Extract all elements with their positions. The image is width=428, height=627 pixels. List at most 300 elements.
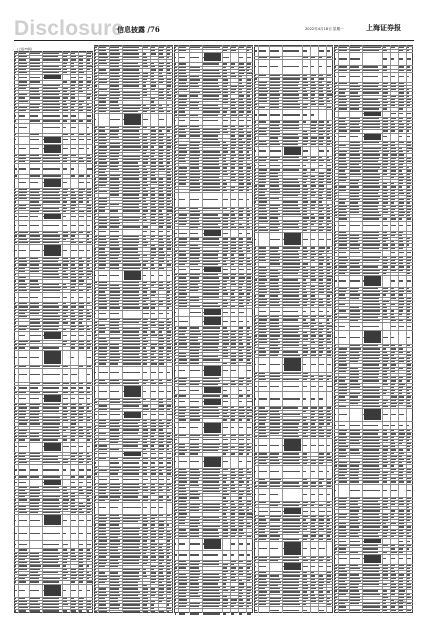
cell-text [311, 560, 314, 561]
cell-text [231, 439, 235, 440]
cell-text [255, 289, 256, 290]
cell-text [399, 76, 404, 77]
cell-text [43, 225, 58, 226]
cell-text [151, 473, 155, 474]
cell-text [167, 178, 170, 179]
cell-text [223, 174, 228, 175]
cell-text [71, 261, 75, 262]
cell-text [143, 207, 147, 208]
cell-text [283, 279, 298, 280]
cell-text [319, 144, 322, 145]
cell-text [175, 590, 176, 591]
cell-text [311, 601, 316, 602]
cell-text [123, 331, 139, 332]
cell-text [223, 187, 226, 188]
cell-text [43, 430, 59, 431]
cell-text [151, 380, 154, 381]
cell-text [270, 332, 280, 333]
cell-text [123, 582, 138, 583]
cell-text [179, 577, 187, 578]
cell-text [123, 500, 140, 501]
cell-text [110, 429, 118, 430]
cell-text [151, 354, 154, 355]
cell-text-block [204, 317, 221, 325]
cell-text [15, 544, 16, 545]
cell-text-block [204, 539, 221, 549]
cell-text [99, 515, 106, 516]
cell-text [203, 242, 220, 243]
cell-text [303, 523, 307, 524]
cell-text [190, 83, 198, 84]
cell-text-block [44, 351, 61, 364]
cell-text [203, 227, 220, 228]
cell-text [383, 167, 387, 168]
cell-text [19, 562, 26, 563]
cell-text [203, 139, 218, 140]
cell-text [43, 601, 58, 602]
cell-text [19, 404, 26, 405]
cell-text [327, 582, 330, 583]
cell-text [63, 235, 67, 236]
cell-text [311, 121, 316, 122]
cell-text [151, 105, 155, 106]
cell-text [311, 342, 315, 343]
cell-text [95, 467, 97, 468]
cell-text [63, 198, 66, 199]
cell-text [259, 257, 265, 258]
cell-text [95, 537, 97, 538]
cell-text [270, 66, 278, 67]
cell-text [231, 218, 236, 219]
cell-text [239, 245, 243, 246]
cell-text [143, 313, 148, 314]
cell-text [283, 591, 299, 592]
cell-text [239, 343, 243, 344]
cell-text [110, 53, 120, 54]
cell-text [203, 337, 218, 338]
cell-text [43, 366, 59, 367]
cell-text [87, 53, 91, 54]
cell-text [15, 414, 17, 415]
cell-text [87, 420, 90, 421]
cell-text [143, 322, 146, 323]
cell-text [71, 533, 76, 534]
cell-text [87, 347, 90, 348]
cell-text [159, 130, 162, 131]
cell-text [30, 66, 40, 67]
cell-text [175, 161, 176, 162]
cell-text [259, 373, 265, 374]
cell-text [247, 199, 249, 200]
cell-text [71, 139, 76, 140]
header-rule [14, 40, 414, 41]
cell-text [71, 326, 76, 327]
cell-text [311, 433, 316, 434]
cell-text [15, 556, 17, 557]
cell-text [259, 519, 265, 520]
cell-text [175, 453, 176, 454]
cell-text [190, 504, 200, 505]
cell-text [179, 450, 187, 451]
cell-text [239, 47, 244, 48]
cell-text [303, 326, 308, 327]
cell-text [151, 220, 155, 221]
cell-text [283, 582, 299, 583]
cell-text [231, 488, 234, 489]
cell-text [123, 169, 139, 170]
cell-text [259, 179, 265, 180]
cell-text [79, 433, 83, 434]
cell-text [151, 258, 154, 259]
cell-text [303, 131, 306, 132]
cell-text [407, 174, 410, 175]
cell-text [151, 595, 154, 596]
cell-text [110, 295, 120, 296]
cell-text [283, 283, 300, 284]
cell-text [167, 231, 169, 232]
cell-text [71, 81, 75, 82]
cell-text [311, 104, 316, 105]
cell-text [151, 210, 155, 211]
cell-text [179, 475, 185, 476]
cell-text [179, 444, 185, 445]
cell-text [167, 95, 170, 96]
cell-text [339, 161, 346, 162]
cell-text [159, 449, 164, 450]
cell-text [231, 343, 236, 344]
cell-text [223, 461, 227, 462]
cell-text [123, 295, 139, 296]
cell-text [239, 79, 242, 80]
cell-text [79, 392, 83, 393]
cell-text [311, 224, 314, 225]
cell-text [255, 601, 256, 602]
cell-text [175, 491, 176, 492]
cell-text [203, 238, 218, 239]
cell-text [319, 529, 323, 530]
cell-text [15, 175, 17, 176]
cell-text [231, 67, 234, 68]
cell-text [203, 447, 218, 448]
cell-text [123, 105, 140, 106]
cell-text [383, 118, 388, 119]
cell-text [270, 211, 278, 212]
cell-text [175, 340, 176, 341]
cell-text [175, 177, 176, 178]
cell-text [79, 107, 82, 108]
cell-text [71, 520, 76, 521]
cell-text [255, 66, 256, 67]
cell-text [99, 101, 106, 102]
cell-text [179, 290, 186, 291]
cell-text [407, 99, 411, 100]
cell-text [247, 370, 250, 371]
cell-text [99, 264, 105, 265]
cell-text [30, 284, 38, 285]
cell-text [350, 145, 360, 146]
cell-text [319, 221, 323, 222]
cell-text [247, 407, 249, 408]
cell-text [43, 604, 58, 605]
cell-text [339, 99, 347, 100]
cell-text [110, 467, 120, 468]
cell-text [71, 374, 76, 375]
cell-text [175, 277, 176, 278]
cell-text [231, 472, 235, 473]
cell-text [311, 131, 316, 132]
cell-text [231, 208, 235, 209]
cell-text [15, 94, 16, 95]
cell-text [79, 482, 82, 483]
cell-text [283, 457, 300, 458]
cell-text [231, 227, 235, 228]
cell-text [203, 410, 219, 411]
cell-text [179, 245, 185, 246]
cell-text [399, 183, 403, 184]
cell-text [231, 510, 235, 511]
cell-text [63, 462, 68, 463]
cell-text [123, 282, 138, 283]
cell-text [259, 342, 267, 343]
cell-text [203, 76, 220, 77]
cell-text [79, 549, 82, 550]
cell-text [87, 533, 91, 534]
cell-text [95, 255, 96, 256]
cell-text [259, 351, 266, 352]
cell-text [19, 182, 25, 183]
cell-text [79, 509, 82, 510]
cell-text [95, 524, 96, 525]
cell-text [123, 579, 140, 580]
cell-text [259, 355, 266, 356]
cell-text [30, 310, 40, 311]
cell-text [19, 490, 25, 491]
table-row-rule [14, 540, 93, 541]
cell-text [175, 258, 176, 259]
cell-text [239, 613, 242, 614]
cell-text [223, 491, 227, 492]
cell-text [159, 500, 163, 501]
cell-text [383, 145, 388, 146]
cell-text [239, 520, 243, 521]
cell-text [283, 575, 299, 576]
cell-text [167, 191, 170, 192]
cell-text [303, 75, 307, 76]
cell-text [179, 481, 186, 482]
cell-text [87, 201, 89, 202]
cell-text [303, 85, 308, 86]
cell-text [143, 191, 147, 192]
cell-text [30, 319, 39, 320]
cell-text [63, 604, 67, 605]
cell-text [311, 364, 316, 365]
cell-text [247, 164, 250, 165]
cell-text [303, 585, 307, 586]
cell-text [87, 56, 90, 57]
cell-text [19, 85, 27, 86]
cell-text [151, 579, 155, 580]
cell-text [270, 205, 279, 206]
cell-text [283, 342, 299, 343]
cell-text [175, 238, 176, 239]
cell-text [143, 143, 147, 144]
cell-text [95, 372, 96, 373]
cell-text [311, 141, 316, 142]
cell-text [143, 442, 147, 443]
cell-text [303, 601, 306, 602]
cell-text [167, 409, 170, 410]
cell-text [87, 499, 90, 500]
cell-text [319, 251, 323, 252]
cell-text [159, 47, 163, 48]
cell-text [87, 487, 90, 488]
cell-text [311, 66, 314, 67]
cell-text [223, 517, 226, 518]
cell-text [283, 516, 300, 517]
cell-text [143, 518, 147, 519]
cell-text [311, 329, 316, 330]
cell-text [30, 366, 39, 367]
cell-text [190, 529, 199, 530]
cell-text [159, 595, 163, 596]
cell-text [190, 281, 200, 282]
cell-text [203, 221, 220, 222]
cell-text [15, 198, 17, 199]
cell-text [167, 85, 171, 86]
cell-text [223, 356, 228, 357]
cell-text [167, 175, 170, 176]
cell-text [95, 322, 97, 323]
cell-text [203, 303, 218, 304]
cell-text [99, 47, 105, 48]
cell-text [179, 517, 186, 518]
cell-text [79, 59, 83, 60]
cell-text [151, 383, 156, 384]
cell-text [203, 274, 218, 275]
cell-text [43, 239, 59, 240]
cell-text [270, 230, 279, 231]
cell-text [363, 124, 379, 125]
cell-text [95, 156, 96, 157]
cell-text [190, 583, 199, 584]
cell-text [19, 344, 25, 345]
cell-text [259, 398, 267, 399]
cell-text [110, 95, 120, 96]
cell-text [407, 148, 411, 149]
cell-text [143, 458, 147, 459]
cell-text [19, 417, 25, 418]
cell-text [283, 529, 300, 530]
cell-text [203, 381, 220, 382]
cell-text [303, 505, 306, 506]
cell-text [159, 261, 164, 262]
cell-text [391, 130, 394, 131]
cell-text [283, 453, 299, 454]
cell-text [350, 161, 360, 162]
cell-text [87, 411, 91, 412]
cell-text [87, 66, 91, 67]
cell-text [319, 539, 323, 540]
cell-text [223, 587, 226, 588]
cell-text [43, 556, 58, 557]
cell-text [167, 380, 171, 381]
cell-text [19, 453, 26, 454]
cell-text [79, 553, 83, 554]
cell-text [203, 504, 219, 505]
cell-text [30, 208, 40, 209]
cell-text [15, 417, 16, 418]
cell-text [110, 127, 118, 128]
cell-text [95, 288, 96, 289]
cell-text [259, 427, 265, 428]
cell-text [110, 105, 118, 106]
cell-text [110, 490, 119, 491]
cell-text [143, 399, 146, 400]
cell-text [151, 351, 156, 352]
cell-text [391, 193, 394, 194]
cell-text [123, 242, 139, 243]
cell-text [179, 95, 187, 96]
cell-text [159, 528, 164, 529]
cell-text [87, 290, 89, 291]
cell-text [71, 344, 75, 345]
cell-text [303, 217, 308, 218]
cell-text [239, 596, 242, 597]
cell-text [95, 528, 96, 529]
cell-text [231, 89, 235, 90]
cell-text [87, 104, 89, 105]
cell-text [283, 114, 299, 115]
cell-text [43, 553, 60, 554]
cell-text [71, 56, 76, 57]
cell-text [223, 453, 226, 454]
cell-text [270, 292, 279, 293]
cell-text [190, 227, 198, 228]
cell-text [319, 417, 323, 418]
cell-text [99, 105, 106, 106]
cell-text [239, 419, 242, 420]
cell-text [151, 175, 154, 176]
cell-text [79, 487, 82, 488]
cell-text [223, 419, 227, 420]
cell-text [30, 578, 39, 579]
cell-text [167, 560, 170, 561]
cell-text [123, 344, 139, 345]
cell-text [175, 485, 176, 486]
cell-text [151, 137, 156, 138]
cell-text [319, 85, 324, 86]
cell-text [151, 560, 155, 561]
cell-text [350, 105, 358, 106]
cell-text [175, 67, 177, 68]
cell-text [151, 462, 155, 463]
cell-text [190, 180, 199, 181]
cell-text [143, 169, 146, 170]
cell-text [159, 423, 164, 424]
cell-text [30, 110, 39, 111]
cell-text [99, 140, 106, 141]
cell-text [30, 404, 40, 405]
cell-text [63, 306, 68, 307]
cell-text [327, 279, 331, 280]
cell-text [179, 574, 185, 575]
cell-text [30, 436, 38, 437]
cell-text [203, 491, 220, 492]
cell-text [175, 199, 176, 200]
cell-text [19, 287, 26, 288]
cell-text [99, 399, 106, 400]
cell-text [247, 290, 251, 291]
